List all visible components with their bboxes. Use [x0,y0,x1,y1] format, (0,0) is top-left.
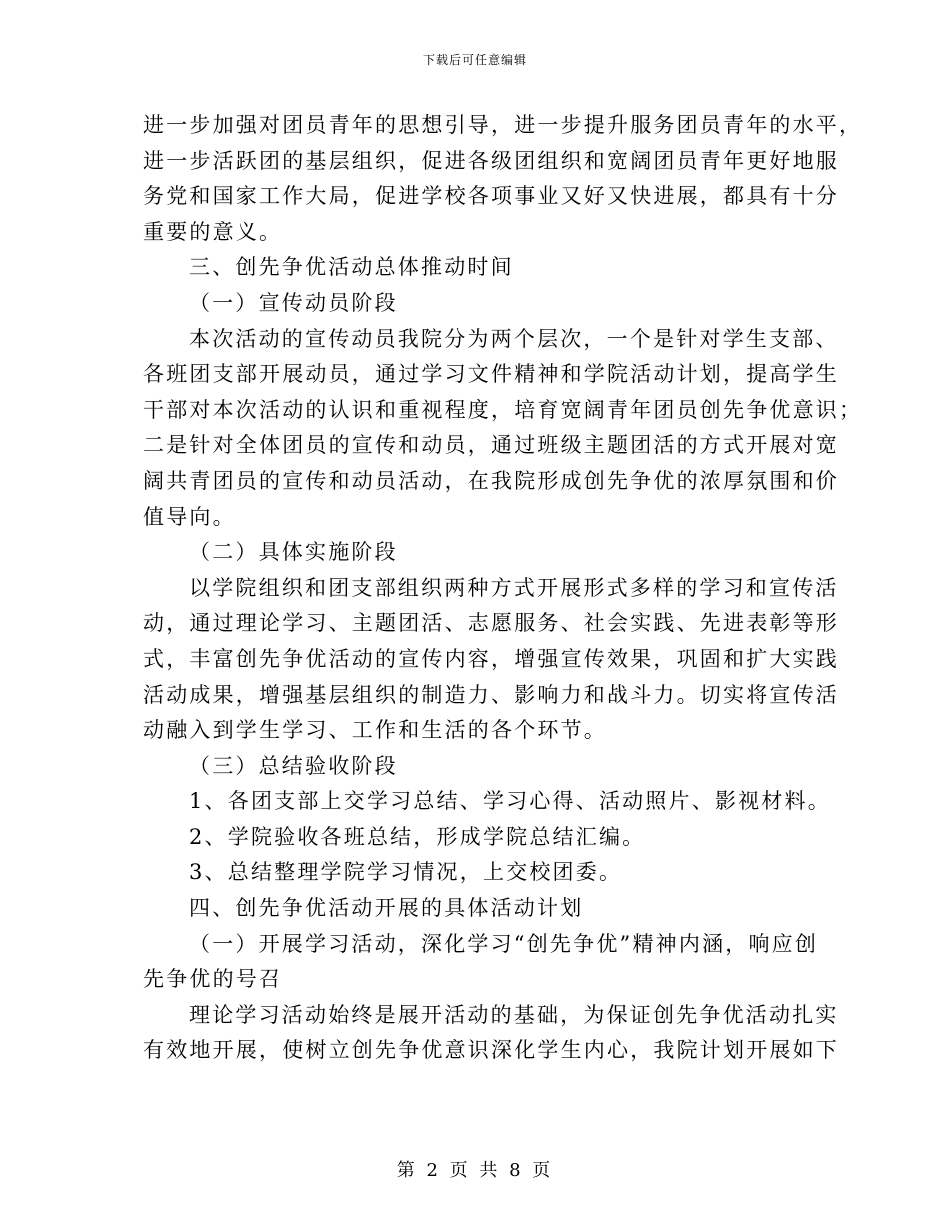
paragraph-line: 进一步加强对团员青年的思想引导，进一步提升服务团员青年的水平， [143,113,863,137]
paragraph-line: 务党和国家工作大局，促进学校各项事业又好又快进展，都具有十分 [143,184,839,209]
paragraph-line: 以学院组织和团支部组织两种方式开展形式多样的学习和宣传活 [189,575,839,600]
section-heading: 四、创先争优活动开展的具体活动计划 [189,896,584,921]
paragraph-line: 各班团支部开展动员，通过学习文件精神和学院活动计划，提高学生 [143,362,839,387]
subsection-heading: （三）总结验收阶段 [189,753,398,778]
paragraph-line: 重要的意义。 [143,219,283,244]
paragraph-line: 值导向。 [143,504,236,529]
document-body [143,108,863,1069]
paragraph-line: 活动成果，增强基层组织的制造力、影响力和战斗力。切实将宣传活 [143,682,839,707]
subsection-heading: （一）开展学习活动，深化学习“创先争优”精神内涵，响应创 [189,931,819,956]
section-heading: 三、创先争优活动总体推动时间 [189,255,514,280]
paragraph-line: 阔共青团员的宣传和动员活动，在我院形成创先争优的浓厚氛围和价 [143,468,839,493]
list-item: 1、各团支部上交学习总结、学习心得、活动照片、影视材料。 [189,789,831,814]
paragraph-line: 干部对本次活动的认识和重视程度，培育宽阔青年团员创先争优意识； [143,397,863,422]
page-footer: 第 2 页 共 8 页 [396,1160,554,1181]
paragraph-line: 本次活动的宣传动员我院分为两个层次，一个是针对学生支部、 [189,326,839,351]
page-header: 下载后可任意编辑 [422,53,527,67]
subsection-heading: （一）宣传动员阶段 [189,290,398,315]
list-item: 2、学院验收各班总结，形成学院总结汇编。 [189,824,646,849]
paragraph-line: 动融入到学生学习、工作和生活的各个环节。 [143,718,607,743]
paragraph-line: 理论学习活动始终是展开活动的基础，为保证创先争优活动扎实 [189,1002,839,1027]
subsection-heading-continued: 先争优的号召 [143,967,283,992]
paragraph-line: 有效地开展，使树立创先争优意识深化学生内心，我院计划开展如下 [143,1038,839,1063]
paragraph-line: 式，丰富创先争优活动的宣传内容，增强宣传效果，巩固和扩大实践 [143,646,839,671]
list-item: 3、总结整理学院学习情况，上交校团委。 [189,860,623,885]
paragraph-line: 二是针对全体团员的宣传和动员，通过班级主题团活的方式开展对宽 [143,433,839,458]
paragraph-line: 进一步活跃团的基层组织，促进各级团组织和宽阔团员青年更好地服 [143,148,839,173]
subsection-heading: （二）具体实施阶段 [189,540,398,565]
paragraph-line: 动，通过理论学习、主题团活、志愿服务、社会实践、先进表彰等形 [143,611,839,636]
